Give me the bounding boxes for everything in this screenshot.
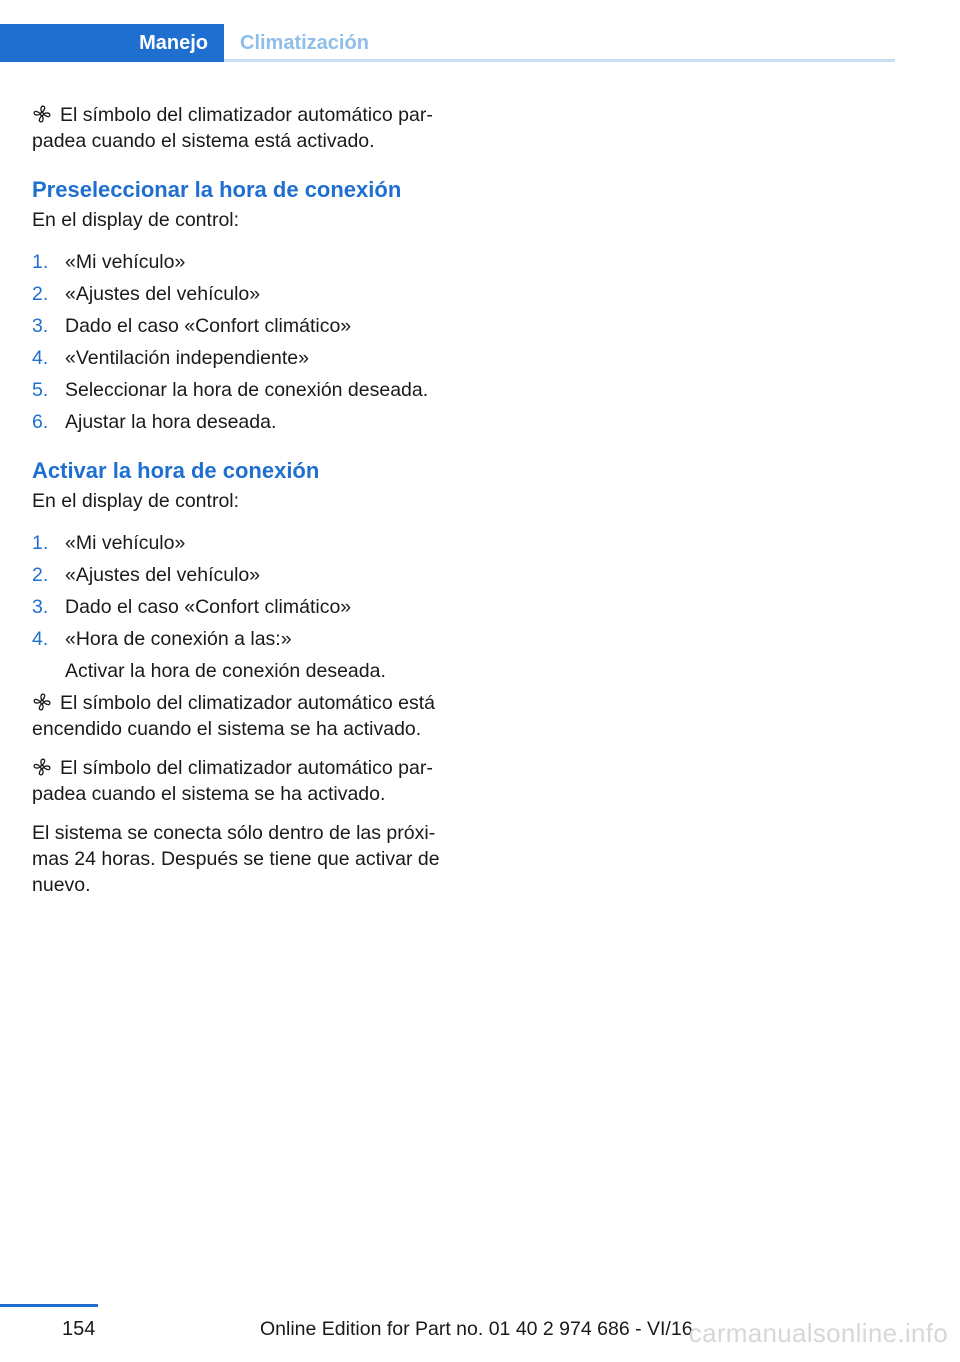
step-text: «Ajustes del vehículo» xyxy=(65,564,261,586)
intro-paragraph xyxy=(32,102,444,154)
list-item xyxy=(32,562,444,588)
step-text: «Mi vehículo» xyxy=(65,532,186,554)
steps-list-preselect xyxy=(32,249,444,435)
section-heading-activate: Activar la hora de conexión xyxy=(32,458,320,483)
step-number: 2. xyxy=(32,283,49,305)
list-item xyxy=(32,626,444,684)
list-item xyxy=(32,594,444,620)
step-text: «Mi vehículo» xyxy=(65,251,186,273)
page-number: 154 xyxy=(62,1318,96,1340)
edition-label: Online Edition for Part no. 01 40 2 974 686 - VI/16 xyxy=(260,1318,693,1340)
step-text: «Hora de conexión a las:» xyxy=(65,628,292,650)
header-section-title: Manejo xyxy=(139,31,208,54)
list-item xyxy=(32,249,444,275)
note-text: El símbolo del climatizador automático está encendido cuando el sistema se ha activado. xyxy=(32,692,436,740)
step-number: 5. xyxy=(32,379,49,401)
content-column xyxy=(32,102,444,898)
fan-icon xyxy=(32,692,52,712)
list-item xyxy=(32,313,444,339)
list-item xyxy=(32,530,444,556)
watermark: carmanualsonline.info xyxy=(688,1318,948,1348)
intro-text: El símbolo del climatizador automático par-padea cuando el sistema está activado. xyxy=(32,104,433,152)
section-subtext-activate: En el display de control: xyxy=(32,490,240,512)
step-number: 4. xyxy=(32,628,49,650)
step-number: 1. xyxy=(32,251,49,273)
header-divider xyxy=(224,59,895,62)
page-header xyxy=(0,24,895,62)
step-text: Seleccionar la hora de conexión deseada. xyxy=(65,379,429,401)
step-number: 2. xyxy=(32,564,49,586)
section-subtext-preselect: En el display de control: xyxy=(32,209,240,231)
step-text: Ajustar la hora deseada. xyxy=(65,411,277,433)
step-number: 4. xyxy=(32,347,49,369)
closing-paragraph: El sistema se conecta sólo dentro de las próxi-mas 24 horas. Después se tiene que activar de nuevo. xyxy=(32,822,440,896)
list-item xyxy=(32,345,444,371)
section-heading-preselect: Preseleccionar la hora de conexión xyxy=(32,177,402,202)
step-number: 6. xyxy=(32,411,49,433)
step-number: 1. xyxy=(32,532,49,554)
fan-icon xyxy=(32,757,52,777)
step-text: «Ventilación independiente» xyxy=(65,347,309,369)
list-item xyxy=(32,377,444,403)
note-text: El símbolo del climatizador automático par-padea cuando el sistema se ha activado. xyxy=(32,757,433,805)
list-item xyxy=(32,281,444,307)
step-text: Dado el caso «Confort climático» xyxy=(65,596,352,618)
fan-icon xyxy=(32,104,52,124)
note-paragraph xyxy=(32,690,444,742)
step-number: 3. xyxy=(32,596,49,618)
footer-divider xyxy=(0,1304,98,1307)
steps-list-activate xyxy=(32,530,444,684)
step-text: Dado el caso «Confort climático» xyxy=(65,315,352,337)
step-text: «Ajustes del vehículo» xyxy=(65,283,261,305)
header-subsection-title: Climatización xyxy=(240,31,369,54)
list-item xyxy=(32,409,444,435)
step-number: 3. xyxy=(32,315,49,337)
step-extra-text: Activar la hora de conexión deseada. xyxy=(65,660,386,682)
note-paragraph xyxy=(32,755,444,807)
